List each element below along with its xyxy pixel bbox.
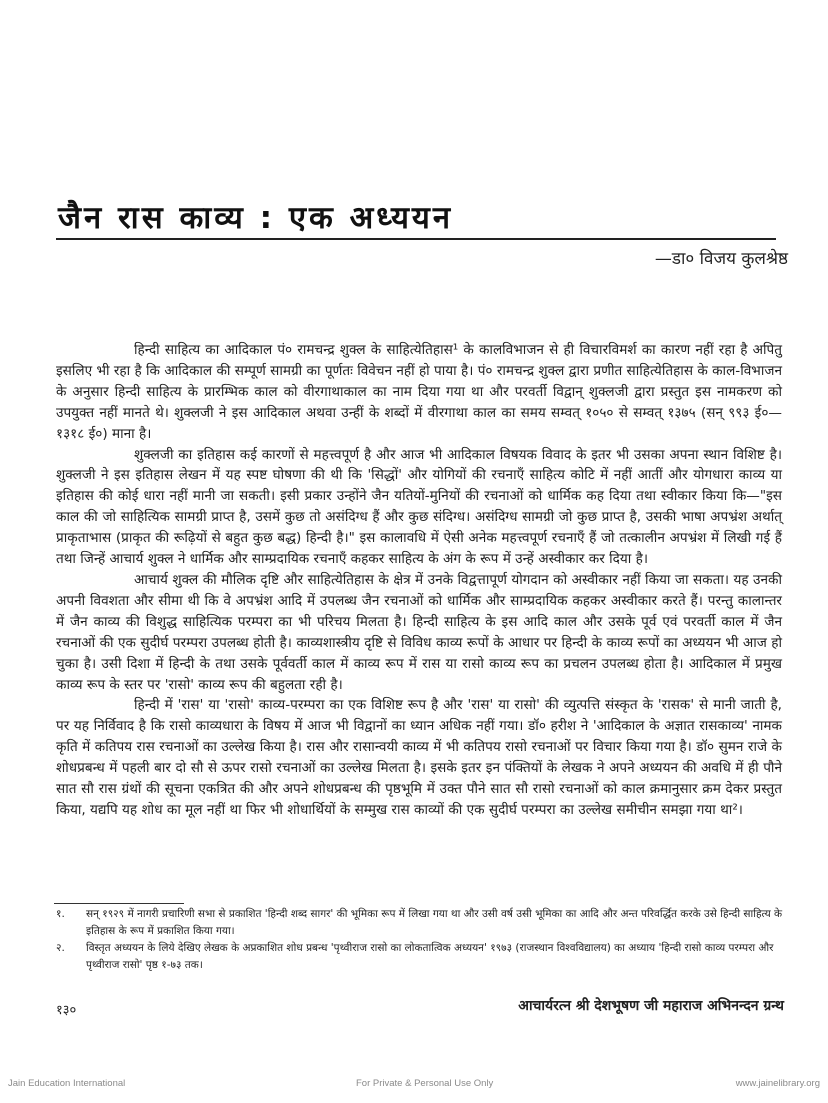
body-paragraph: आचार्य शुक्ल की मौलिक दृष्टि और साहित्येतिहास के क्षेत्र में उनके विद्वत्तापूर्ण योगदान को अस्वीकार नहीं किया जा सकता। यह उनकी अपनी विवशता और सीमा थी कि वे अपभ्रंश आदि में उपलब्ध जैन रचनाओं को धार्मिक और साम्प्रदायिक कहकर अस्वीकार करते हैं। परन्तु कालान्तर में जैन काव्य की विशुद्ध साहित्यिक परम्परा का भी परिचय मिलता है। हिन्दी साहित्य के इस आदि काल और उसके पूर्व एवं परवर्ती काल में जैन रचनाओं की एक सुदीर्घ परम्परा उपलब्ध होती है। काव्यशास्त्रीय दृष्टि से विविध काव्य रूपों के आधार पर हिन्दी के काव्य रूपों का अध्ययन भी आज हो चुका है। उसी दिशा में हिन्दी के तथा उसके पूर्ववर्ती काल में काव्य रूप में रास या रासो काव्य रूप का प्रचलन उपलब्ध होता है। आदिकाल में प्रमुख काव्य रूप के स्तर पर 'रासो' काव्य रूप की बहुलता रही है। <box>56 571 782 693</box>
article-body <box>56 340 782 821</box>
watermark-website-link[interactable]: www.jainelibrary.org <box>735 1078 820 1089</box>
footnote-item <box>52 906 792 940</box>
article-title: जैन रास काव्य : एक अध्ययन <box>58 200 454 236</box>
running-footer-book-title: आचार्यरत्न श्री देशभूषण जी महाराज अभिनन्दन ग्रन्थ <box>518 998 784 1014</box>
footnote-divider <box>54 903 184 904</box>
footnote-text: सन् १९२९ में नागरी प्रचारिणी सभा से प्रकाशित 'हिन्दी शब्द सागर' की भूमिका रूप में लिखा गया था और उसी वर्ष उसी भूमिका का आदि और अन्त परिवर्द्धित करके उसे हिन्दी साहित्य के इतिहास के रूप में प्रकाशित किया गया। <box>86 908 783 937</box>
footnotes <box>52 906 792 974</box>
watermark-bar <box>0 1076 828 1096</box>
title-underline <box>56 238 776 240</box>
body-paragraph: हिन्दी साहित्य का आदिकाल पं० रामचन्द्र शुक्ल के साहित्येतिहास¹ के कालविभाजन से ही विचारविमर्श का कारण नहीं रहा है अपितु इसलिए भी रहा है कि आदिकाल की सम्पूर्ण सामग्री का पूर्णतः विवेचन नहीं हो पाया है। पं० रामचन्द्र शुक्ल द्वारा प्रणीत साहित्येतिहास के काल-विभाजन के अनुसार हिन्दी साहित्य के प्रारम्भिक काल को वीरगाथाकाल का नाम दिया गया था और परवर्ती विद्वान् शुक्लजी द्वारा प्रस्तुत इस नामकरण को उपयुक्त नहीं मानते थे। शुक्लजी ने इस आदिकाल अथवा उन्हीं के शब्दों में वीरगाथा काल का समय सम्वत् १०५० से सम्वत् १३७५ (सन् ९९३ ई०—१३१८ ई०) माना है। <box>56 342 782 442</box>
watermark-usage-notice: For Private & Personal Use Only <box>356 1078 494 1089</box>
footnote-number: १. <box>56 908 65 920</box>
footnote-text: विस्तृत अध्ययन के लिये देखिए लेखक के अप्रकाशित शोध प्रबन्ध 'पृथ्वीराज रासो का लोकतात्विक अध्ययन' १९७३ (राजस्थान विश्वविद्यालय) का अध्याय 'हिन्दी रासो काव्य परम्परा और पृथ्वीराज रासो' पृष्ठ १-७३ तक। <box>86 942 774 971</box>
body-paragraph: शुक्लजी का इतिहास कई कारणों से महत्त्वपूर्ण है और आज भी आदिकाल विषयक विवाद के इतर भी उसका अपना स्थान विशिष्ट है। शुक्लजी ने इस इतिहास लेखन में यह स्पष्ट घोषणा की थी कि 'सिद्धों' और योगियों की रचनाएँ साहित्य कोटि में नहीं आतीं और योगधारा काव्य या इतिहास की कोई धारा नहीं मानी जा सकती। इसी प्रकार उन्होंने जैन यतियों-मुनियों की रचनाओं को धार्मिक कह दिया तथा स्वीकार किया कि—"इस काल की जो साहित्यिक सामग्री प्राप्त है, उसमें कुछ तो असंदिग्ध हैं और कुछ संदिग्ध। असंदिग्ध सामग्री जो कुछ प्राप्त है, उसकी भाषा अपभ्रंश अर्थात् प्राकृताभास (प्राकृत की रूढ़ियों से बहुत कुछ बद्ध) हिन्दी है।" इस कालावधि में ऐसी अनेक महत्त्वपूर्ण रचनाएँ हैं जो तत्कालीन अपभ्रंश में लिखी गई हैं तथा जिन्हें आचार्य शुक्ल ने धार्मिक और साम्प्रदायिक रचनाएँ कहकर साहित्य के अंग के रूप में उन्हें अस्वीकार कर दिया है। <box>56 446 782 568</box>
footnote-number: २. <box>56 942 65 954</box>
watermark-publisher: Jain Education International <box>8 1078 126 1089</box>
page-number: १३० <box>56 1003 77 1018</box>
body-paragraph: हिन्दी में 'रास' या 'रासो' काव्य-परम्परा का एक विशिष्ट रूप है और 'रास' या रासो' की व्युत्पत्ति संस्कृत के 'रासक' से मानी जाती है, पर यह निर्विवाद है कि रासो काव्यधारा के विषय में आज भी विद्वानों का ध्यान अधिक नहीं गया। डॉ० हरीश ने 'आदिकाल के अज्ञात रासकाव्य' नामक कृति में कतिपय रास रचनाओं का उल्लेख किया है। रास और रासान्वयी काव्य में भी कतिपय रासो रचनाओं पर विचार किया गया है। डॉ० सुमन राजे के शोधप्रबन्ध में पहली बार दो सौ से ऊपर रासो रचनाओं का उल्लेख मिलता है। इसके इतर इन पंक्तियों के लेखक ने अपने अध्ययन की अवधि में ही पौने सात सौ रास ग्रंथों की सूचना एकत्रित की और अपने शोधप्रबन्ध की पृष्ठभूमि में उक्त पौने सात सौ रासो रचनाओं को काल क्रमानुसार क्रम देकर प्रस्तुत किया, यद्यपि यह शोध का मूल नहीं था फिर भी शोधार्थियों के सम्मुख रास काव्यों की एक सुदीर्घ परम्परा का उल्लेख समीचीन समझा गया था²। <box>56 697 782 818</box>
footnote-item <box>52 940 792 974</box>
article-author: —डा० विजय कुलश्रेष्ठ <box>654 249 788 269</box>
